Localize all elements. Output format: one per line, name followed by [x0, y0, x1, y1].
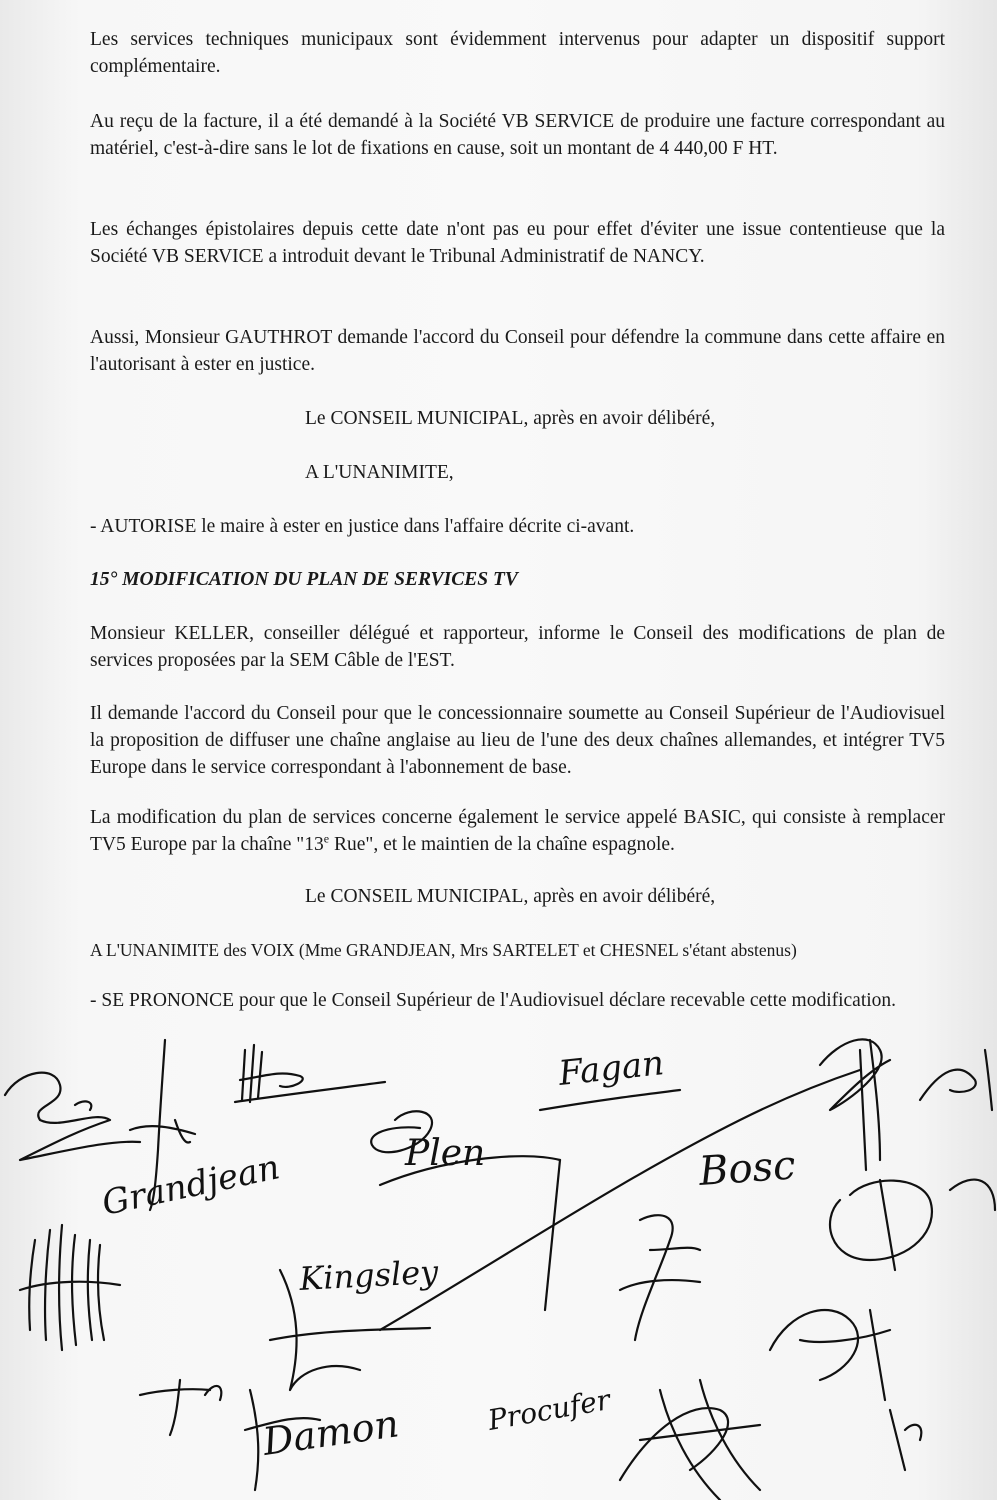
signature-3 [235, 1045, 385, 1102]
signature-bosc: Bosc [697, 1142, 797, 1195]
signature-4 [20, 1225, 120, 1350]
section-heading-15: 15° MODIFICATION DU PLAN DE SERVICES TV [90, 569, 518, 590]
signature-7 [545, 1160, 560, 1310]
paragraph-keller: Monsieur KELLER, conseiller délégué et rapporteur, informe le Conseil des modifications de plan de services proposées par la SEM Câble de l'EST. [90, 623, 945, 671]
signature-17 [770, 1310, 890, 1400]
superscript-e: e [323, 831, 330, 846]
signature-9 [820, 1039, 890, 1170]
decision-autorise: - AUTORISE le maire à ester en justice dans l'affaire décrite ci-avant. [90, 516, 635, 537]
signature-15 [140, 1380, 221, 1435]
decision-se-prononce: - SE PRONONCE pour que le Conseil Supérieur de l'Audiovisuel déclare recevable cette modification. [90, 990, 897, 1011]
signature-16 [620, 1380, 760, 1500]
vote-result: A L'UNANIMITE des VOIX (Mme GRANDJEAN, Mrs SARTELET et CHESNEL s'étant abstenus) [90, 940, 797, 960]
signature-plen: Plen [405, 1133, 486, 1174]
signature-13 [620, 1215, 700, 1340]
signature-fagan: Fagan [556, 1043, 666, 1094]
paragraph-modification-basic [90, 804, 945, 858]
signature-grandjean: Grandjean [98, 1147, 284, 1224]
paragraph-gauthrot: Aussi, Monsieur GAUTHROT demande l'accord du Conseil pour défendre la commune dans cette affaire en l'autorisant à ester en justice. [90, 327, 945, 375]
signatures-area [0, 1010, 997, 1500]
signature-damon: Damon [260, 1401, 402, 1464]
unanimite-1: A L'UNANIMITE, [305, 462, 454, 483]
basic-text-part2: Rue", et le maintien de la chaîne espagnole. [329, 834, 675, 855]
signature-11 [830, 1180, 995, 1270]
signature-procureur: Procufer [485, 1383, 613, 1437]
signatures-svg [0, 1010, 997, 1500]
signature-kingsley: Kingsley [298, 1252, 440, 1298]
conseil-deliberation-2: Le CONSEIL MUNICIPAL, après en avoir délibéré, [305, 886, 716, 907]
basic-text-part1: La modification du plan de services concerne également le service appelé BASIC, qui consiste à remplacer TV5 Europe par la chaîne "13 [90, 807, 945, 855]
signature-10 [920, 1050, 992, 1110]
paragraph-echanges: Les échanges épistolaires depuis cette date n'ont pas eu pour effet d'éviter une issue contentieuse que la Société VB SERVICE a introduit devant le Tribunal Administratif de NANCY. [90, 219, 945, 267]
signature-18 [890, 1410, 921, 1470]
conseil-deliberation-1: Le CONSEIL MUNICIPAL, après en avoir délibéré, [305, 408, 716, 429]
paragraph-accord-conseil: Il demande l'accord du Conseil pour que le concessionnaire soumette au Conseil Supérieur de l'Audiovisuel la proposition de diffuser une chaîne anglaise au lieu de l'une des deux chaînes allemandes, et intégrer TV5 Europe dans le service correspondant à l'abonnement de base. [90, 703, 945, 778]
paragraph-services-techniques: Les services techniques municipaux sont évidemment intervenus pour adapter un dispositif support complémentaire. [90, 29, 945, 77]
signature-1 [5, 1073, 140, 1160]
paragraph-facture: Au reçu de la facture, il a été demandé à la Société VB SERVICE de produire une facture correspondant au matériel, c'est-à-dire sans le lot de fixations en cause, soit un montant de 4 440,00 F HT. [90, 111, 945, 159]
